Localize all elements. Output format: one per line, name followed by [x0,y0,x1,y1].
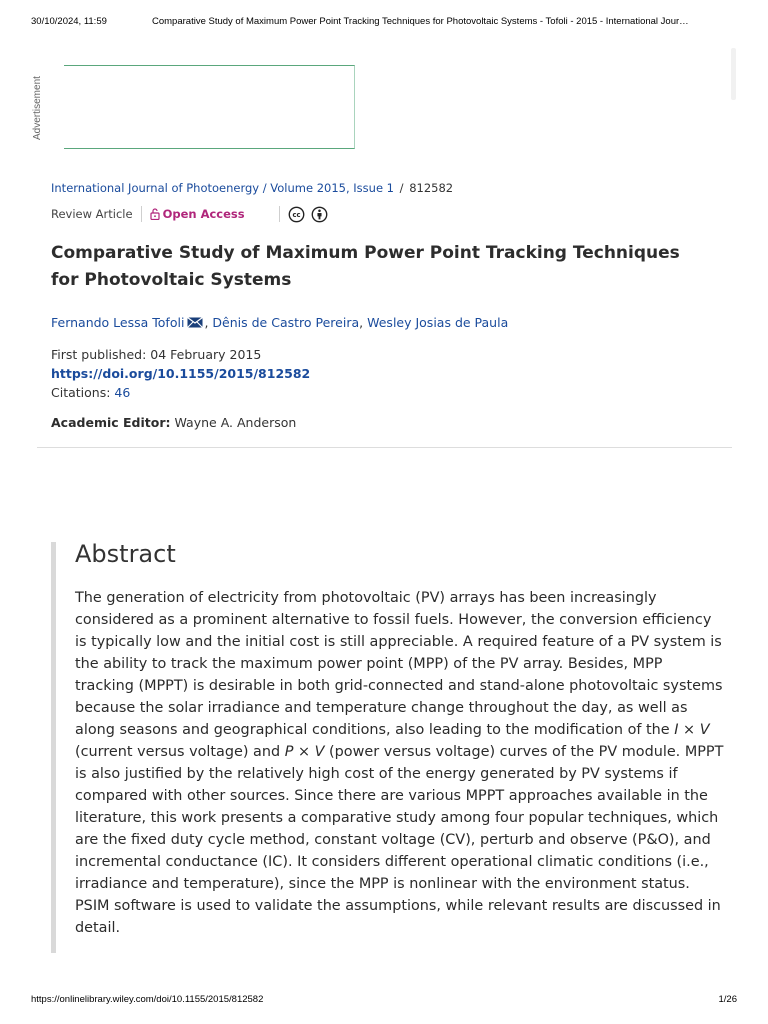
first-published-date: 04 February 2015 [150,347,262,362]
attribution-icon[interactable] [311,206,328,223]
print-footer [31,994,737,1008]
svg-text:cc: cc [292,210,301,219]
author-link[interactable]: Wesley Josias de Paula [367,315,509,330]
academic-editor-label: Academic Editor: [51,415,171,430]
print-header [31,16,737,32]
print-url: https://onlinelibrary.wiley.com/doi/10.1155/2015/812582 [31,994,264,1005]
first-published [51,345,310,364]
author-separator: , [204,315,209,330]
times-symbol: × [678,722,700,738]
author-link[interactable]: Dênis de Castro Pereira [212,315,360,330]
article-title: Comparative Study of Maximum Power Point Tracking Techniques for Photovoltaic Systems [51,243,680,290]
unlocked-padlock-icon [150,208,160,220]
doi-link[interactable]: https://doi.org/10.1155/2015/812582 [51,366,311,381]
author-link[interactable]: Fernando Lessa Tofoli [51,315,185,330]
abstract-text-part: (power versus voltage) curves of the PV module. MPPT is also justified by the relatively high cost of the energy generated by PV systems if compared with other sources. Since there are various MPPT approaches available in the literature, this work presents a comparative study among four popular techniques, which are the fixed duty cycle method, constant voltage (CV), perturb and observe (P&O), and incremental conductance (IC). It considers different operational climatic conditions (i.e., irradiance and temperature), since the MPP is nonlinear with the environment status. PSIM software is used to validate the assumptions, while relevant results are discussed in detail. [75,744,724,936]
section-divider [37,447,732,448]
envelope-icon[interactable] [187,317,203,328]
breadcrumb-journal-link[interactable]: International Journal of Photoenergy / Volume 2015, Issue 1 [51,181,394,195]
article-type: Review Article [51,207,133,221]
article-meta-row [51,205,451,223]
meta-divider [141,206,142,222]
breadcrumb-separator: / [399,181,404,195]
power-symbol: P [284,744,294,760]
print-page-title: Comparative Study of Maximum Power Point Tracking Techniques for Photovoltaic Systems - Tofoli - 2015 - International Jour… [152,16,689,27]
abstract-text-part: The generation of electricity from photovoltaic (PV) arrays has been increasingly considered as a prominent alternative to fossil fuels. However, the conversion efficiency is typically low and the initial cost is still appreciable. A required feature of a PV system is the ability to track the maximum power point (MPP) of the PV array. Besides, MPP tracking (MPPT) is desirable in both grid-connected and stand-alone photovoltaic systems because the solar irradiance and temperature change throughout the day, as well as along seasons and geographical conditions, also leading to the modification of the [75,590,723,738]
voltage-symbol: V [314,744,325,760]
citations-count-link[interactable]: 46 [114,385,131,400]
author-list [51,315,508,330]
scrollbar[interactable] [731,48,736,100]
meta-divider [279,206,280,222]
article-number: 812582 [409,181,454,195]
print-page-number: 1/26 [718,994,737,1005]
print-datetime: 30/10/2024, 11:59 [31,16,107,27]
current-symbol: I [674,722,679,738]
advertisement-banner[interactable] [64,65,355,149]
citations [51,383,310,402]
citations-label: Citations: [51,385,111,400]
author-separator: , [359,315,364,330]
academic-editor [51,415,296,430]
creative-commons-icon[interactable] [288,206,305,223]
open-access-label: Open Access [162,207,245,221]
academic-editor-name: Wayne A. Anderson [174,415,297,430]
abstract-accent-bar [51,542,56,953]
breadcrumb [51,181,453,195]
advertisement-label: Advertisement [32,76,43,140]
open-access-badge[interactable] [150,207,245,221]
abstract-body [75,587,725,939]
abstract-text-part: (current versus voltage) and [75,744,285,760]
first-published-label: First published: [51,347,147,362]
publication-info [51,345,310,402]
times-symbol: × [293,744,315,760]
license-icons[interactable] [288,206,328,223]
abstract-heading: Abstract [75,540,176,568]
voltage-symbol: V [699,722,710,738]
